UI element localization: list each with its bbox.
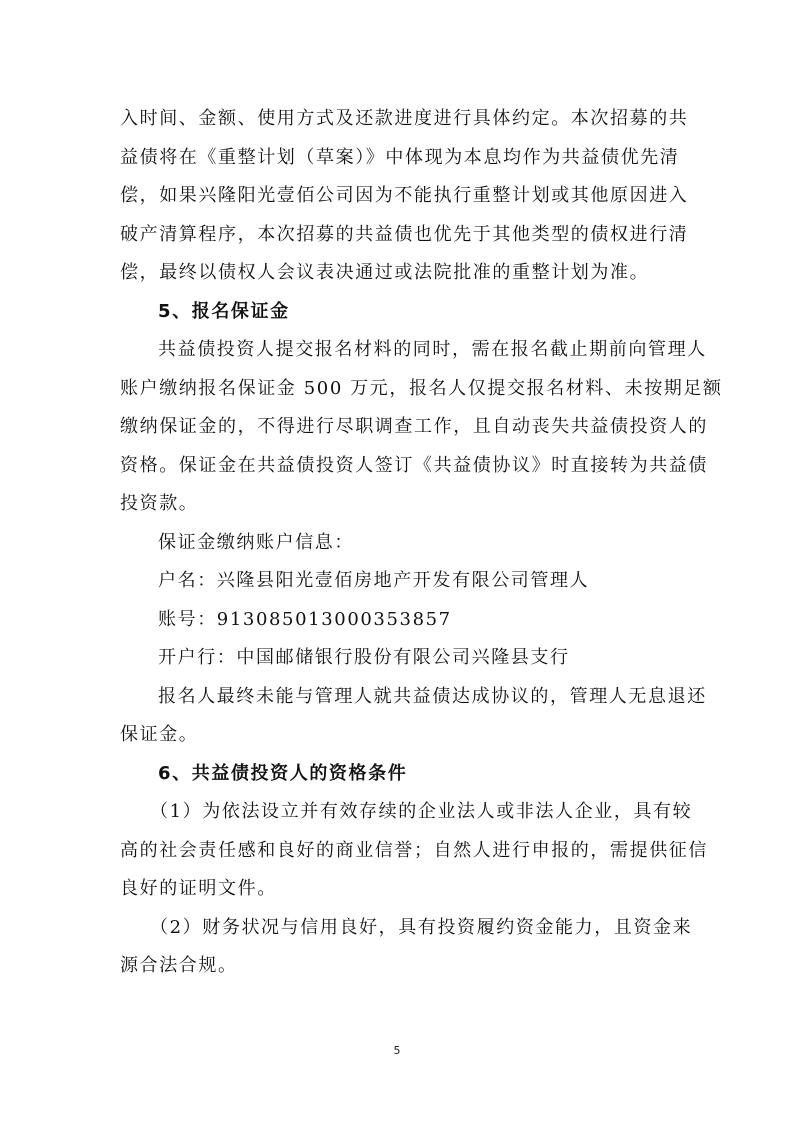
text-line: 缴纳保证金的，不得进行尽职调查工作，且自动丧失共益债投资人的	[120, 416, 708, 437]
text-line: 投资款。	[120, 493, 199, 514]
text-line: 高的社会责任感和良好的商业信誉；自然人进行申报的，需提供征信	[120, 839, 708, 861]
account-bank: 开户行：中国邮储银行股份有限公司兴隆县支行	[158, 647, 570, 668]
paragraph-condition-2	[120, 909, 693, 986]
paragraph-refund	[120, 678, 707, 755]
text-line: 源合法合规。	[120, 955, 238, 976]
text-line: 偿，如果兴隆阳光壹佰公司因为不能执行重整计划或其他原因进入	[120, 185, 689, 206]
section-heading-qualifications: 6、共益债投资人的资格条件	[158, 762, 408, 784]
text-line: 共益债投资人提交报名材料的同时，需在报名截止期前向管理人	[158, 339, 707, 360]
text-line: 破产清算程序，本次招募的共益债也优先于其他类型的债权进行清	[120, 223, 689, 245]
text-line: 入时间、金额、使用方式及还款进度进行具体约定。本次招募的共	[120, 108, 689, 129]
account-intro: 保证金缴纳账户信息：	[158, 531, 354, 553]
page-body	[120, 100, 723, 986]
text-line: 报名人最终未能与管理人就共益债达成协议的，管理人无息退还	[158, 685, 707, 707]
text-line: （1）为依法设立并有效存续的企业法人或非法人企业，具有较	[150, 801, 693, 822]
page-number: 5	[393, 1044, 401, 1057]
text-line: 保证金。	[120, 724, 199, 745]
text-line: 资格。保证金在共益债投资人签订《共益债协议》时直接转为共益债	[120, 454, 708, 476]
text-line: 益债将在《重整计划（草案）》中体现为本息均作为共益债优先清	[120, 146, 680, 168]
paragraph-deposit	[120, 331, 723, 524]
paragraph-condition-1	[120, 793, 708, 909]
account-name: 户名：兴隆县阳光壹佰房地产开发有限公司管理人	[158, 570, 590, 591]
section-heading-deposit: 5、报名保证金	[158, 300, 290, 322]
text-line: 偿，最终以债权人会议表决通过或法院批准的重整计划为准。	[120, 262, 650, 283]
text-line: 账户缴纳报名保证金 500 万元，报名人仅提交报名材料、未按期足额	[120, 377, 723, 399]
text-line: （2）财务状况与信用良好，具有投资履约资金能力，且资金来	[150, 916, 693, 938]
paragraph-continuation	[120, 100, 689, 293]
account-number: 账号：913085013000353857	[158, 608, 452, 630]
text-line: 良好的证明文件。	[120, 878, 277, 899]
